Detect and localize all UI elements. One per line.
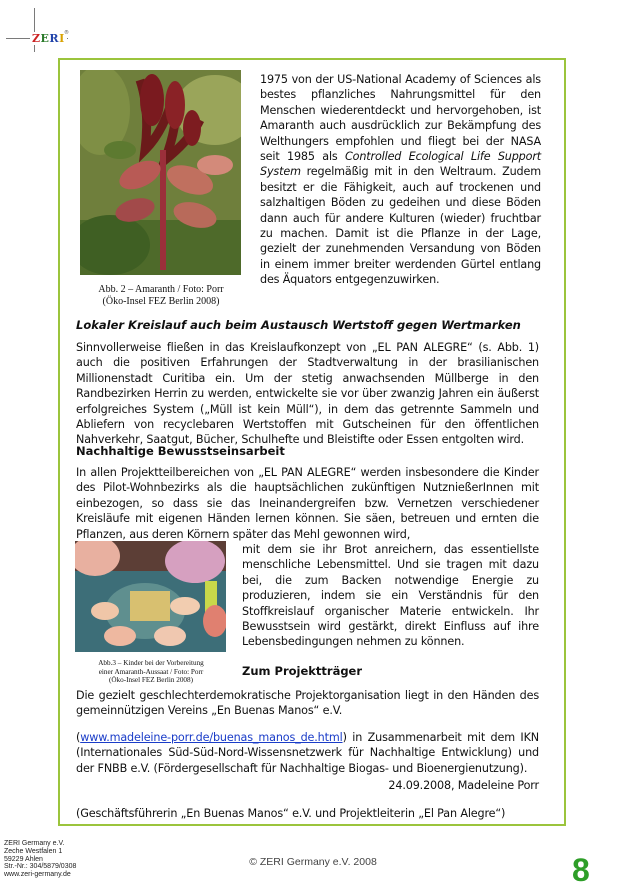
figure2-caption-line1: Abb.3 – Kinder bei der Vorbereitung bbox=[98, 659, 204, 667]
section2-heading: Nachhaltige Bewusstseinsarbeit bbox=[76, 444, 285, 458]
children-photo bbox=[75, 541, 226, 652]
figure1-caption-line1: Abb. 2 – Amaranth / Foto: Porr bbox=[98, 284, 224, 295]
figure2-caption bbox=[72, 659, 230, 685]
section3-heading: Zum Projektträger bbox=[242, 664, 363, 678]
section3-link-paragraph: (www.madeleine-porr.de/buenas_manos_de.html) in Zusammenarbeit mit dem IKN (Internationales Süd-Süd-Nord-Wissensnetzwerk für Nachhaltige Entwicklung) und der FNBB e.V. (Fördergesellschaft für Nachhaltige Biogas- und Bioenergienutzung). bbox=[76, 731, 539, 775]
footer-copyright: © ZERI Germany e.V. 2008 bbox=[249, 856, 377, 868]
section1-body: Sinnvollerweise fließen in das Kreislaufkonzept von „EL PAN ALEGRE“ (s. Abb. 1) auch die positiven Erfahrungen der Stadtverwaltung in der brasilianischen Millionenstadt Curitiba ein. Um der stetig anwachsenden Müllberge in den Randbezirken Herrin zu werden, entwickelte sie vor über zwanzig Jahren ein äußerst erfolgreiches System („Müll ist kein Müll“), in dem das getrennte Sammeln und Abliefern von recyclebaren Wertstoffen mit Gutscheinen für den öffentlichen Nahverkehr, Saatgut, Bücher, Schulhefte und Bleistifte oder Essen entgolten wird. bbox=[76, 341, 539, 447]
section3-body: Die gezielt geschlechterdemokratische Projektorganisation liegt in den Händen des gemeinnützigen Vereins „En Buenas Manos“ e.V. bbox=[76, 689, 539, 718]
figure1-caption-line2: (Öko-Insel FEZ Berlin 2008) bbox=[102, 296, 220, 307]
registered-mark: ® bbox=[64, 30, 69, 36]
figure2-caption-line2: einer Amaranth-Aussaat / Foto: Porr bbox=[98, 667, 204, 676]
logo-wordmark: ZERI bbox=[32, 32, 65, 45]
footer-address-line: 59229 Ahlen bbox=[4, 855, 43, 863]
figure1-caption bbox=[72, 284, 250, 308]
figure2-caption-line3: (Öko-Insel FEZ Berlin 2008) bbox=[108, 676, 194, 685]
section2-body-top: In allen Projektteilbereichen von „EL PAN ALEGRE“ werden insbesondere die Kinder des Pilot-Wohnbezirks als die hauptsächlichen zukünftigen NutznießerInnen mit einbezogen, so dass sie das Ineinandergreifen bzw. Vernetzen verschiedener Kreisläufe mit eigenen Händen lernen können. Sie säen, betreuen und ernten die Pflanzen, aus deren Körnern später das Mehl gewonnen wird, bbox=[76, 466, 539, 541]
amaranth-photo bbox=[80, 70, 241, 275]
footer-address-line: Str.-Nr.: 304/5879/0308 bbox=[4, 863, 77, 871]
footer-address-line: www.zeri-germany.de bbox=[4, 871, 71, 879]
logo-vertical-line bbox=[34, 8, 35, 52]
section1-heading: Lokaler Kreislauf auch beim Austausch Wertstoff gegen Wertmarken bbox=[76, 318, 521, 332]
organization-link[interactable]: www.madeleine-porr.de/buenas_manos_de.html bbox=[80, 731, 343, 744]
footer-address-line: ZERI Germany e.V. bbox=[4, 840, 65, 847]
page-number: 8 bbox=[572, 852, 590, 888]
section2-body-side: mit dem sie ihr Brot anreichern, das essentiellste menschliche Lebensmittel. Und sie tragen mit dazu bei, die zum Backen notwendige Energie zu produzieren, indem sie ein Verständnis für den Stoffkreislauf organischer Materie entwickeln. Ihr Bewusstsein wird gestärkt, direkt Einfluss auf ihre Lebensbedingungen nehmen zu können. bbox=[242, 543, 539, 649]
zeri-logo bbox=[6, 8, 68, 52]
closing-note: (Geschäftsführerin „En Buenas Manos“ e.V. und Projektleiterin „El Pan Alegre“) bbox=[76, 807, 506, 820]
date-signature: 24.09.2008, Madeleine Porr bbox=[388, 779, 539, 792]
intro-paragraph: 1975 von der US-National Academy of Sciences als bestes pflanzliches Nahrungsmittel für den Menschen wiederentdeckt und hervorgehoben, ist Amaranth auch ausdrücklich zur Bekämpfung des Welthungers empfohlen und fliegt bei der NASA seit 1985 als Controlled Ecological Life Support System regelmäßig mit in den Weltraum. Zudem besitzt er die Fähigkeit, auch auf trockenen und salzhaltigen Böden zu gedeihen und diese Böden dann auch für andere Kulturen (wieder) fruchtbar zu machen. Damit ist die Pflanze in der Lage, gezielt der zunehmenden Versandung von Böden in einem immer breiter werdenden Gürtel entlang des Äquators entgegenzuwirken. bbox=[260, 73, 541, 287]
footer-address-line: Zeche Westfalen 1 bbox=[4, 847, 63, 855]
